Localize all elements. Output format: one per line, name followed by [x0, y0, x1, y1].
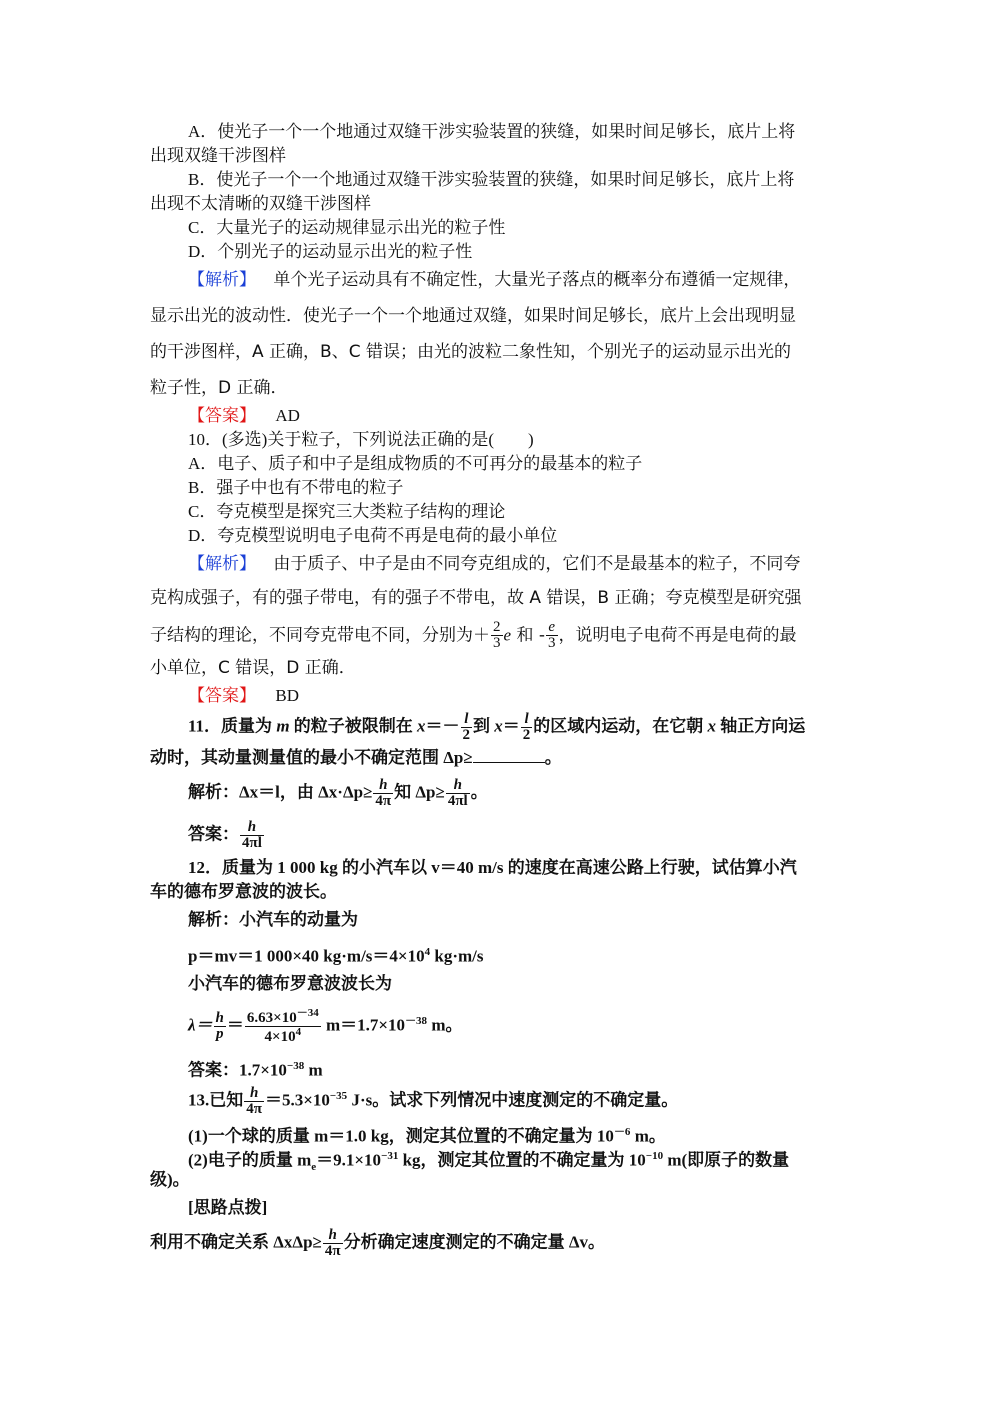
- q13-part1: (1)一个球的质量 m＝1.0 kg，测定其位置的不确定量为 $10^{-6}$ m。: [188, 1126, 666, 1146]
- q12-wavelength-label: 小汽车的德布罗意波波长为: [188, 974, 392, 993]
- fraction-wavelength: $\frac{6.63\times 10^{-34}}{4\times 10^4}$: [246, 1007, 319, 1045]
- fraction-h-4pil: $\frac{h}{4\pi l}$: [447, 777, 468, 809]
- q9-option-b-line2: 出现不太清晰的双缝干涉图样: [150, 194, 371, 213]
- fraction-h-4pi: $\frac{h}{4\pi}$: [375, 777, 392, 809]
- q10-analysis-line4: 小单位，C 错误，D 正确．: [150, 658, 356, 678]
- q10-option-d: D．夸克模型说明电子电荷不再是电荷的最小单位: [188, 526, 558, 545]
- q12-momentum-equation: p＝mv＝1 000×40 $kg\cdot m/s=4\times 10^4$ kg·m/s: [188, 946, 484, 966]
- q9-analysis-line2: 显示出光的波动性．使光子一个一个地通过双缝，如果时间足够长，底片上会出现明显: [150, 306, 796, 326]
- q9-option-c: C．大量光子的运动规律显示出光的粒子性: [188, 218, 506, 237]
- answer-label: 【答案】: [188, 686, 256, 706]
- q12-stem-line1: 12．质量为 1 000 kg 的小汽车以 v＝40 m/s 的速度在高速公路上行驶，试估算小汽: [188, 858, 797, 877]
- q9-option-b-line1: B．使光子一个一个地通过双缝干涉实验装置的狭缝，如果时间足够长，底片上将: [188, 170, 795, 189]
- q10-analysis-line3: 子结构的理论，不同夸克带电不同，分别为＋ $\frac{2}{3}$ e 和 - $\frac{e}{3}$ ，说明电子电荷不再是电荷的最: [150, 619, 797, 651]
- q12-analysis-label: 解析：小汽车的动量为: [188, 910, 358, 929]
- q13-stem: 13.已知 $\frac{h}{4\pi}$ $=5.3\times 10^{-35}$ J·s。试求下列情况中速度测定的不确定量。: [188, 1085, 679, 1118]
- q10-option-c: C．夸克模型是探究三大类粒子结构的理论: [188, 502, 506, 521]
- answer-label: 【答案】: [188, 406, 256, 426]
- q12-wavelength-equation: λ＝ $\frac{h}{p}$ ＝ $\frac{6.63\times 10^{-34}}{4\times 10^4}$ $m=1.7\times 10^{-38}$ m。: [188, 1007, 463, 1045]
- q9-analysis-line1: 【解析】 单个光子运动具有不确定性，大量光子落点的概率分布遵循一定规律，: [188, 270, 801, 290]
- q10-option-a: A．电子、质子和中子是组成物质的不可再分的最基本的粒子: [188, 454, 643, 473]
- q10-stem: 10．(多选)关于粒子，下列说法正确的是( ): [188, 430, 534, 449]
- answer-value: BD: [275, 686, 300, 705]
- fraction-h-p: $\frac{h}{p}$: [215, 1010, 224, 1042]
- q11-answer: 答案： $\frac{h}{4\pi l}$: [188, 819, 262, 851]
- q11-analysis: 解析：Δx＝l，由 Δx·Δp≥ $\frac{h}{4\pi}$ 知 Δp≥ $\frac{h}{4\pi l}$ 。: [188, 777, 488, 809]
- q10-answer: [188, 684, 299, 708]
- q11-stem-line1: 11．质量为 m 的粒子被限制在 x＝－ $\frac{l}{2}$ 到 x＝ $\frac{l}{2}$ 的区域内运动，在它朝 x 轴正方向运: [188, 711, 806, 743]
- q10-analysis-line2: 克构成强子，有的强子带电，有的强子不带电，故 A 错误，B 正确；夸克模型是研究强: [150, 588, 802, 608]
- fraction-e-thirds: $\frac{e}{3}$: [548, 619, 556, 651]
- fraction-h-4pi: $\frac{h}{4\pi}$: [324, 1227, 341, 1259]
- q9-option-d: D．个别光子的运动显示出光的粒子性: [188, 242, 473, 261]
- q9-option-a-line2: 出现双缝干涉图样: [150, 146, 286, 165]
- q9-answer: [188, 404, 300, 428]
- fraction-l-half: $\frac{l}{2}$: [522, 711, 531, 743]
- q9-analysis-line3: 的干涉图样，A 正确，B、C 错误；由光的波粒二象性知，个别光子的运动显示出光的: [150, 342, 791, 362]
- q9-option-a-line1: A．使光子一个一个地通过双缝干涉实验装置的狭缝，如果时间足够长，底片上将: [188, 122, 796, 141]
- q9-analysis-line4: 粒子性，D 正确．: [150, 378, 288, 398]
- q13-part2-line1: (2)电子的质量 $m_e=9.1\times 10^{-31}$ kg，测定其位置的不确定量为 $10^{-10}$ m(即原子的数量: [188, 1150, 790, 1174]
- analysis-label: 【解析】: [188, 554, 256, 574]
- q10-analysis-line1: 【解析】 由于质子、中子是由不同夸克组成的，它们不是最基本的粒子，不同夸: [188, 554, 801, 574]
- answer-value: AD: [275, 406, 300, 425]
- fraction-two-thirds: $\frac{2}{3}$: [493, 619, 501, 651]
- q13-hint-label: [思路点拨]: [188, 1198, 268, 1217]
- q10-option-b: B．强子中也有不带电的粒子: [188, 478, 404, 497]
- q12-answer: 答案：$1.7\times 10^{-38}$ m: [188, 1060, 323, 1080]
- q13-part2-line2: 级)。: [150, 1170, 190, 1189]
- analysis-label: 【解析】: [188, 270, 256, 290]
- fraction-answer: $\frac{h}{4\pi l}$: [242, 819, 262, 851]
- q11-stem-line2: 动时，其动量测量值的最小不确定范围 Δp≥ 。: [150, 748, 562, 767]
- answer-blank: [473, 746, 545, 763]
- q12-stem-line2: 车的德布罗意波的波长。: [150, 882, 337, 901]
- fraction-l-half: $\frac{l}{2}$: [462, 711, 471, 743]
- q13-hint: 利用不确定关系 ΔxΔp≥ $\frac{h}{4\pi}$ 分析确定速度测定的不确定量 Δv。: [150, 1227, 605, 1259]
- fraction-h-4pi: $\frac{h}{4\pi}$: [246, 1085, 262, 1118]
